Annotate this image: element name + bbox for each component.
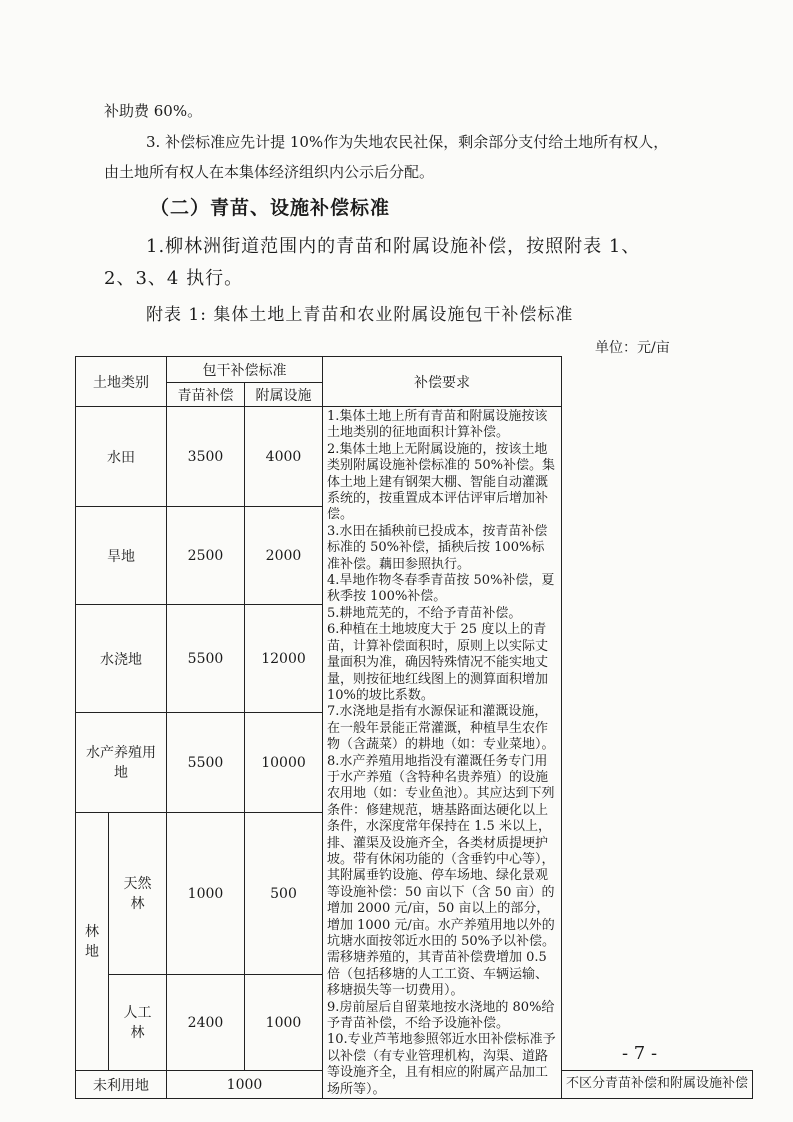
row-seedling-value: 3500: [167, 407, 245, 507]
section-paragraph-line-2: 2、3、4 执行。: [104, 268, 244, 289]
row-seedling-value: 5500: [167, 713, 245, 813]
section-heading: （二）青苗、设施补偿标准: [150, 197, 391, 219]
requirement-item: 10.专业芦苇地参照邻近水田补偿标准予以补偿（有专业管理机构，沟渠、道路等设施齐全，且有相应的附属产品加工场所等）。: [327, 1032, 556, 1097]
row-facility-value: 4000: [245, 407, 323, 507]
requirement-item: 1.集体土地上所有青苗和附属设施按该土地类别的征地面积计算补偿。: [327, 409, 548, 441]
header-facility: 附属设施: [245, 383, 323, 407]
requirement-item: 9.房前屋后自留菜地按水浇地的 80%给予青苗补偿，不给予设施补偿。: [327, 999, 555, 1032]
row-facility-value: 1000: [245, 975, 323, 1071]
row-facility-value: 2000: [245, 507, 323, 605]
row-type: 旱地: [76, 507, 167, 605]
row-facility-value: 12000: [245, 605, 323, 713]
row-seedling-value: 5500: [167, 605, 245, 713]
forest-subtype: 人工林: [109, 975, 167, 1071]
requirement-item: 5.耕地荒芜的，不给予青苗补偿。: [327, 605, 522, 621]
row-seedling-value: 2400: [167, 975, 245, 1071]
compensation-table: [75, 356, 753, 1099]
unused-value: 1000: [167, 1071, 323, 1099]
section-paragraph-line-1: 1.柳林洲街道范围内的青苗和附属设施补偿，按照附表 1、: [146, 236, 641, 257]
page-number: - 7 -: [622, 1043, 658, 1064]
requirements-cell: [323, 407, 562, 1099]
header-lump-sum: 包干补偿标准: [167, 357, 323, 383]
requirement-item: 3.水田在插秧前已投成本，按青苗补偿标准的 50%补偿，插秧后按 100%标准补偿。藕田参照执行。: [327, 523, 548, 572]
table-unit: 单位：元/亩: [595, 340, 670, 356]
row-facility-value: 10000: [245, 713, 323, 813]
header-seedling: 青苗补偿: [167, 383, 245, 407]
requirement-item: 8.水产养殖用地指没有灌溉任务专门用于水产养殖（含特种名贵养殖）的设施农用地（如：专业鱼池）。其应达到下列条件：修建规范，塘基路面达硬化以上条件，水深度常年保持在 1.5 米以上，排、灌渠及设施齐全，各类材质提埂护坡。带有休闲功能的（含垂钓中心等），其附属垂钓设施、停车场地、绿化景观等设施补偿：50 亩以下（含 50 亩）的增加 2000 元/亩，50 亩以上的部分，增加 1000 元/亩。水产养殖用地以外的坑塘水面按邻近水田的 50%予以补偿。需移塘养殖的，其青苗补偿费增加 0.5 倍（包括移塘的人工工资、车辆运输、移塘损失等一切费用）。: [327, 753, 556, 999]
row-type: 未利用地: [76, 1071, 167, 1099]
forest-label: 林地: [76, 813, 109, 1071]
unused-note: 不区分青苗补偿和附属设施补偿: [562, 1071, 753, 1099]
row-type: 水田: [76, 407, 167, 507]
intro-line-2: 3. 补偿标准应先计提 10%作为失地农民社保，剩余部分支付给土地所有权人，: [146, 133, 669, 151]
requirement-item: 6.种植在土地坡度大于 25 度以上的青苗，计算补偿面积时，原则上以实际丈量面积为准，确因特殊情况不能实地丈量，则按征地红线图上的测算面积增加 10%的坡比系数。: [327, 622, 549, 703]
row-facility-value: 500: [245, 813, 323, 975]
requirement-item: 2.集体土地上无附属设施的，按该土地类别附属设施补偿标准的 50%补偿。集体土地上建有钢架大棚、智能自动灌溉系统的，按重置成本评估评审后增加补偿。: [327, 441, 556, 523]
requirement-item: 4.旱地作物冬春季青苗按 50%补偿，夏秋季按 100%补偿。: [327, 573, 555, 605]
row-type: 水产养殖用地: [76, 713, 167, 813]
row-seedling-value: 1000: [167, 813, 245, 975]
header-requirements: 补偿要求: [323, 357, 562, 407]
header-land-type: 土地类别: [76, 357, 167, 407]
intro-line-1: 补助费 60%。: [104, 102, 203, 120]
forest-subtype: 天然林: [109, 813, 167, 975]
table-title: 附表 1: 集体土地上青苗和农业附属设施包干补偿标准: [146, 305, 574, 325]
row-type: 水浇地: [76, 605, 167, 713]
intro-line-3: 由土地所有权人在本集体经济组织内公示后分配。: [104, 163, 435, 181]
requirement-item: 7.水浇地是指有水源保证和灌溉设施，在一般年景能正常灌溉，种植旱生农作物（含蔬菜）的耕地（如：专业菜地）。: [327, 704, 555, 753]
row-seedling-value: 2500: [167, 507, 245, 605]
